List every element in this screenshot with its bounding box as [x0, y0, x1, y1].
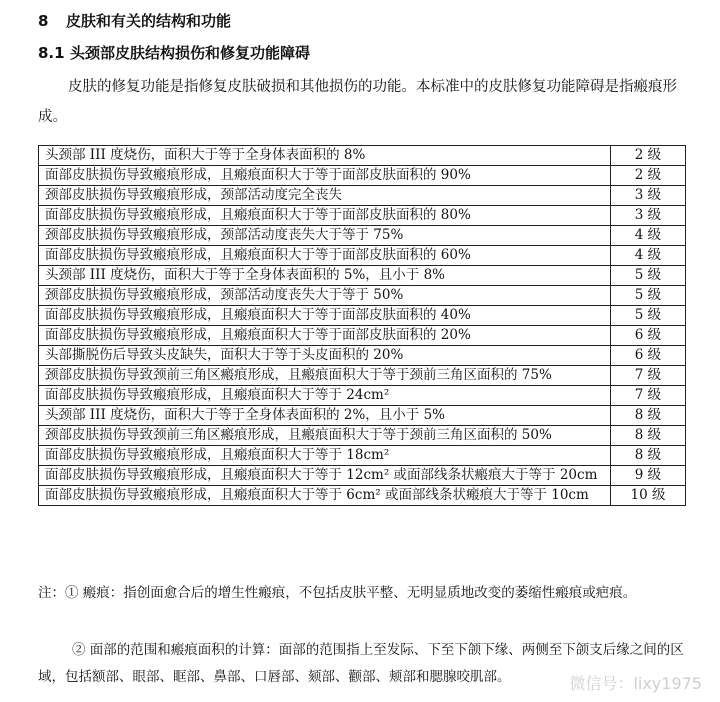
table-row	[39, 146, 686, 166]
table-row	[39, 286, 686, 306]
disability-level: 9 级	[611, 466, 686, 486]
injury-description: 颈部皮肤损伤导致颈前三角区瘢痕形成，且瘢痕面积大于等于颈前三角区面积的 75%	[39, 366, 611, 386]
table-row	[39, 266, 686, 286]
disability-level: 6 级	[611, 326, 686, 346]
disability-level: 2 级	[611, 166, 686, 186]
disability-level: 3 级	[611, 206, 686, 226]
injury-description: 颈部皮肤损伤导致颈前三角区瘢痕形成，且瘢痕面积大于等于颈前三角区面积的 50%	[39, 426, 611, 446]
disability-level: 7 级	[611, 386, 686, 406]
table-row	[39, 326, 686, 346]
table-row	[39, 406, 686, 426]
injury-description: 面部皮肤损伤导致瘢痕形成，且瘢痕面积大于等于面部皮肤面积的 80%	[39, 206, 611, 226]
injury-description: 面部皮肤损伤导致瘢痕形成，且瘢痕面积大于等于 24cm²	[39, 386, 611, 406]
disability-level: 4 级	[611, 246, 686, 266]
table-row	[39, 246, 686, 266]
injury-description: 面部皮肤损伤导致瘢痕形成，且瘢痕面积大于等于 6cm² 或面部线条状瘢痕大于等于 10cm	[39, 486, 611, 506]
disability-level: 4 级	[611, 226, 686, 246]
table-row	[39, 466, 686, 486]
table-row	[39, 366, 686, 386]
disability-level: 6 级	[611, 346, 686, 366]
subsection-title: 头颈部皮肤结构损伤和修复功能障碍	[70, 44, 311, 62]
table-row	[39, 206, 686, 226]
injury-description: 面部皮肤损伤导致瘢痕形成，且瘢痕面积大于等于 18cm²	[39, 446, 611, 466]
injury-description: 头部撕脱伤后导致头皮缺失，面积大于等于头皮面积的 20%	[39, 346, 611, 366]
watermark: 微信号：lixy1975	[569, 674, 702, 693]
injury-description: 颈部皮肤损伤导致瘢痕形成，颈部活动度丧失大于等于 75%	[39, 226, 611, 246]
intro-paragraph: 皮肤的修复功能是指修复皮肤破损和其他损伤的功能。本标准中的皮肤修复功能障碍是指瘢痕形成。	[38, 79, 677, 125]
table-row	[39, 186, 686, 206]
table-row	[39, 226, 686, 246]
note-1: 注：① 瘢痕：指创面愈合后的增生性瘢痕，不包括皮肤平整、无明显质地改变的萎缩性瘢痕或疤痕。	[38, 585, 637, 601]
disability-level: 7 级	[611, 366, 686, 386]
table-row	[39, 306, 686, 326]
injury-description: 面部皮肤损伤导致瘢痕形成，且瘢痕面积大于等于面部皮肤面积的 90%	[39, 166, 611, 186]
section-heading	[38, 10, 231, 31]
table-row	[39, 386, 686, 406]
disability-level: 5 级	[611, 266, 686, 286]
disability-level: 5 级	[611, 306, 686, 326]
disability-level: 8 级	[611, 406, 686, 426]
table-row	[39, 426, 686, 446]
injury-description: 面部皮肤损伤导致瘢痕形成，且瘢痕面积大于等于面部皮肤面积的 60%	[39, 246, 611, 266]
table-row	[39, 166, 686, 186]
subsection-number: 8.1	[38, 44, 65, 62]
disability-level: 3 级	[611, 186, 686, 206]
injury-description: 颈部皮肤损伤导致瘢痕形成，颈部活动度完全丧失	[39, 186, 611, 206]
disability-grade-table	[38, 145, 686, 506]
disability-level: 8 级	[611, 446, 686, 466]
injury-description: 头颈部 III 度烧伤，面积大于等于全身体表面积的 5%，且小于 8%	[39, 266, 611, 286]
injury-description: 面部皮肤损伤导致瘢痕形成，且瘢痕面积大于等于面部皮肤面积的 40%	[39, 306, 611, 326]
disability-level: 10 级	[611, 486, 686, 506]
disability-level: 8 级	[611, 426, 686, 446]
injury-description: 面部皮肤损伤导致瘢痕形成，且瘢痕面积大于等于面部皮肤面积的 20%	[39, 326, 611, 346]
injury-description: 头颈部 III 度烧伤，面积大于等于全身体表面积的 8%	[39, 146, 611, 166]
disability-level: 2 级	[611, 146, 686, 166]
section-title: 皮肤和有关的结构和功能	[66, 12, 232, 30]
table-row	[39, 346, 686, 366]
table-row	[39, 486, 686, 506]
section-number: 8	[38, 12, 49, 30]
injury-description: 面部皮肤损伤导致瘢痕形成，且瘢痕面积大于等于 12cm² 或面部线条状瘢痕大于等于 20cm	[39, 466, 611, 486]
injury-description: 颈部皮肤损伤导致瘢痕形成，颈部活动度丧失大于等于 50%	[39, 286, 611, 306]
note-2: ② 面部的范围和瘢痕面积的计算：面部的范围指上至发际、下至下颌下缘、两侧至下颌支后缘之间的区域，包括额部、眼部、眶部、鼻部、口唇部、颏部、颧部、颊部和腮腺咬肌部。	[38, 642, 684, 685]
subsection-heading	[38, 42, 310, 63]
table-row	[39, 446, 686, 466]
injury-description: 头颈部 III 度烧伤，面积大于等于全身体表面积的 2%，且小于 5%	[39, 406, 611, 426]
disability-level: 5 级	[611, 286, 686, 306]
